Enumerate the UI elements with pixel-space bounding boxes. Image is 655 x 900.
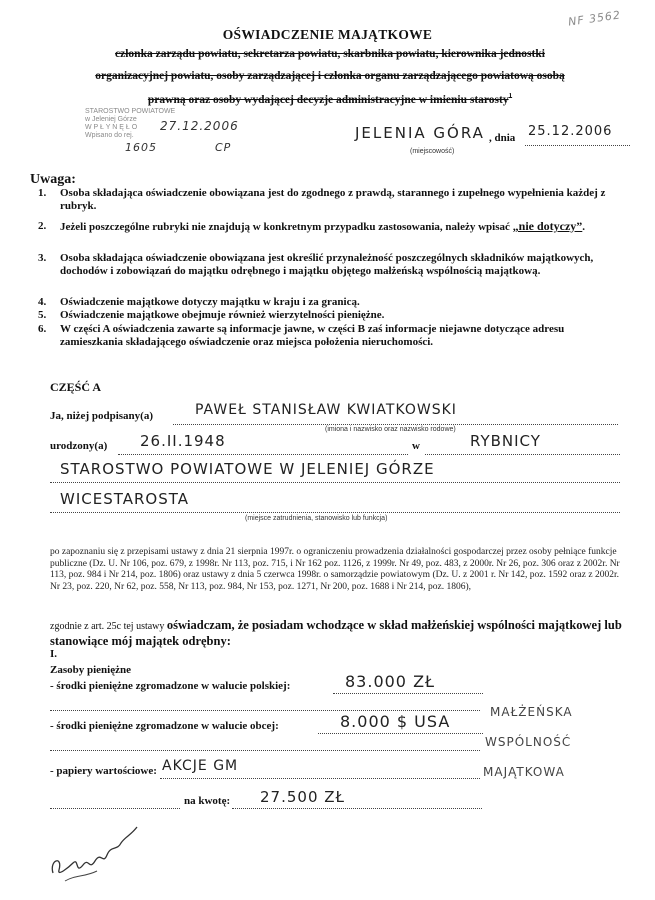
stamp-line-1: STAROSTWO POWIATOWE [85, 108, 176, 115]
born-place-line [425, 454, 620, 455]
signature-icon [45, 815, 155, 885]
uwaga-item-number: 2. [38, 220, 47, 232]
place-value: JELENIA GÓRA [355, 124, 485, 142]
zasoby-heading: Zasoby pieniężne [50, 664, 131, 676]
date-prefix: , dnia [489, 132, 516, 144]
kwote-label: na kwotę: [184, 795, 231, 807]
uwaga-item-text: W części A oświadczenia zawarte są informacje jawne, w części B zaś informacje niejawne dotyczące adresu zamieszkania składającego oświadczenie oraz miejsca położenia nieruchomości. [60, 323, 565, 348]
fx-value: 8.000 $ USA [340, 712, 451, 731]
employer-text-1: STAROSTWO POWIATOWE W JELENIEJ GÓRZE [60, 460, 435, 478]
part-a-heading: CZĘŚĆ A [50, 380, 102, 394]
place-caption: (miejscowość) [410, 148, 455, 155]
born-date-line [118, 454, 408, 455]
kwote-value: 27.500 ZŁ [260, 788, 345, 806]
papiery-line [160, 778, 480, 779]
registry-stamp [85, 108, 295, 160]
signed-line [173, 424, 618, 425]
stamp-line-2: w Jeleniej Górze [85, 116, 137, 123]
uwaga-item-number: 3. [38, 252, 47, 264]
section-i: I. [50, 648, 58, 660]
stamp-line-3: W P Ł Y N Ę Ł O [85, 124, 138, 131]
uwaga-item-text: Jeżeli poszczególne rubryki nie znajdują w konkretnym przypadku zastosowania, należy wpisać [60, 221, 513, 233]
employer-text-2: WICESTAROSTA [60, 490, 189, 508]
signed-caption: (imiona i nazwisko oraz nazwisko rodowe) [325, 426, 456, 433]
uwaga-item-3 [38, 252, 620, 278]
stamp-line-4: Wpisano do rej. [85, 132, 134, 139]
declaration-statement: oświadczam, że posiadam wchodzące w skład małżeńskiej wspólności majątkowej lub stanowiące mój majątek odrębny: [50, 618, 622, 648]
subtitle-line-3: prawną oraz osoby wydającej decyzje administracyjne w imieniu starosty$^1$ [147, 92, 513, 106]
document-title: OŚWIADCZENIE MAJĄTKOWE [222, 27, 433, 42]
uwaga-item-6 [38, 323, 620, 349]
stamp-number: 1605 [125, 141, 157, 154]
uwaga-item-text-end: . [582, 221, 586, 233]
margin-note-2: WSPÓLNOŚĆ [485, 735, 572, 749]
uwaga-item-5 [38, 309, 620, 322]
signed-value: PAWEŁ STANISŁAW KWIATKOWSKI [195, 402, 457, 418]
subtitle-footnote: 1 [508, 92, 513, 100]
uwaga-item-number: 1. [38, 187, 47, 199]
declaration-lead: zgodnie z art. 25c tej ustawy [50, 621, 167, 632]
declaration [50, 618, 630, 650]
pln-extra-line-1 [50, 710, 480, 711]
employer-caption: (miejsce zatrudnienia, stanowisko lub funkcja) [245, 515, 388, 522]
born-date: 26.II.1948 [140, 432, 226, 450]
uwaga-item-2 [38, 219, 620, 234]
uwaga-item-text: Oświadczenie majątkowe dotyczy majątku w kraju i za granicą. [60, 296, 360, 308]
uwaga-item-1 [38, 187, 620, 213]
employer-line-2 [50, 512, 620, 513]
signed-label: Ja, niżej podpisany(a) [50, 410, 153, 422]
uwaga-item-4 [38, 296, 620, 309]
date-line [525, 145, 630, 146]
papiery-label: - papiery wartościowe: [50, 765, 157, 777]
uwaga-item-text: Oświadczenie majątkowe obejmuje również wierzytelności pieniężne. [60, 309, 385, 321]
pln-label: - środki pieniężne zgromadzone w walucie polskiej: [50, 680, 291, 692]
uwaga-item-text: Osoba składająca oświadczenie obowiązana jest określić przynależność poszczególnych składników majątkowych, dochodów i zobowiązań do majątku odrębnego i majątku objętego małżeńską wspólnością majątkową. [60, 252, 594, 277]
born-label: urodzony(a) [50, 440, 108, 452]
stamp-initials: CP [215, 141, 232, 154]
date-value: 25.12.2006 [528, 124, 613, 139]
fx-extra-line-1 [50, 750, 480, 751]
kwote-pre-line [50, 808, 180, 809]
kwote-line [232, 808, 482, 809]
born-w: w [412, 440, 420, 452]
born-place: RYBNICY [470, 432, 541, 450]
pln-value: 83.000 ZŁ [345, 672, 436, 691]
uwaga-heading: Uwaga: [30, 172, 76, 187]
legal-paragraph: po zapoznaniu się z przepisami ustawy z dnia 21 sierpnia 1997r. o ograniczeniu prowadzenia działalności gospodarczej przez osoby pełniące funkcje publiczne (Dz. U. Nr 106, poz. 679, z 1998r. Nr 113, poz. 715, i Nr 162 poz. 1126, z 1999r. Nr 49, poz. 483, z 2000r. Nr 26, poz. 306 oraz z 2002r. Nr 113, poz. 984 i Nr 214, poz. 1806) oraz ustawy z dnia 5 czerwca 1998r. o samorządzie powiatowym (Dz. U. z 2001 r. Nr 142, poz. 1592 oraz z 2002r. Nr 23, poz. 220, Nr 62, poz. 558, Nr 113, poz. 984, Nr 153, poz. 1271, Nr 200, poz. 1688 i Nr 214, poz. 1806), [50, 547, 620, 592]
uwaga-item-number: 5. [38, 309, 47, 321]
employer-line-1 [50, 482, 620, 483]
uwaga-item-number: 6. [38, 323, 47, 335]
margin-note-3: MAJĄTKOWA [483, 765, 565, 779]
stamp-date: 27.12.2006 [160, 119, 239, 133]
subtitle-line-2: organizacyjnej powiatu, osoby zarządzającej i członka organu zarządzającego powiatową osobą [95, 70, 565, 82]
uwaga-item-text: Osoba składająca oświadczenie obowiązana jest do zgodnego z prawdą, starannego i zupełnego wypełnienia każdej z rubryk. [60, 187, 606, 212]
pln-line [333, 693, 483, 694]
nie-dotyczy-text: „nie dotyczy” [512, 219, 583, 233]
uwaga-item-number: 4. [38, 296, 47, 308]
papiery-value: AKCJE GM [162, 758, 239, 774]
corner-note: NF 3562 [567, 8, 622, 29]
margin-note-1: MAŁŻEŃSKA [490, 705, 573, 719]
fx-line [318, 733, 483, 734]
fx-label: - środki pieniężne zgromadzone w walucie obcej: [50, 720, 279, 732]
subtitle-line-1: członka zarządu powiatu, sekretarza powiatu, skarbnika powiatu, kierownika jednostki [115, 48, 545, 60]
